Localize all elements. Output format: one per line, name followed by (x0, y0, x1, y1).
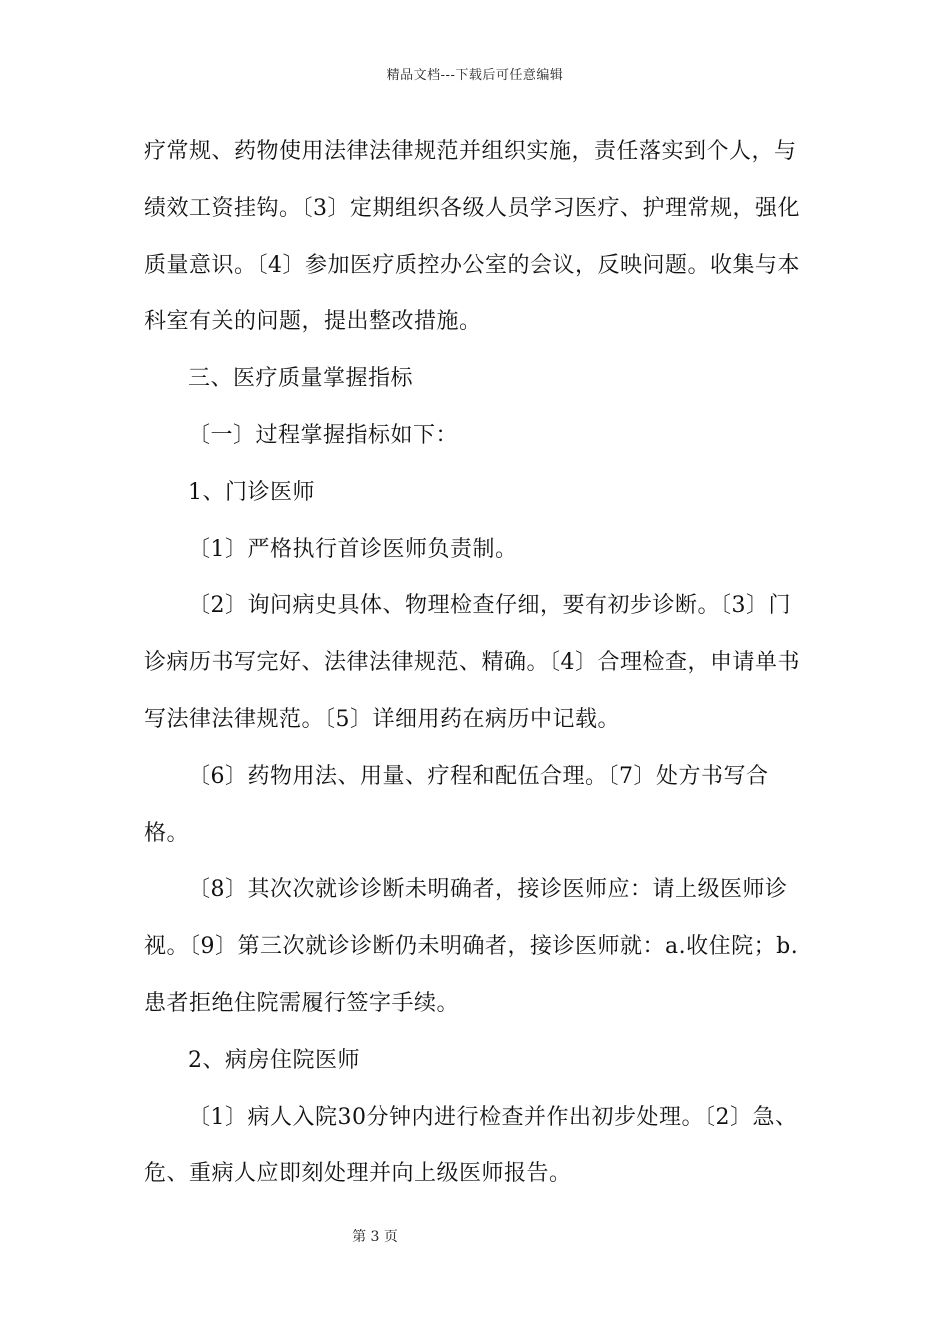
paragraph-outpatient-3: 〔6〕药物用法、用量、疗程和配伍合理。〔7〕处方书写合格。 (144, 763, 769, 846)
document-body (144, 124, 808, 1203)
paragraph-responsibility: 疗常规、药物使用法律法律规范并组织实施，责任落实到个人，与绩效工资挂钩。〔3〕定期组织各级人员学习医疗、护理常规，强化质量意识。〔4〕参加医疗质控办公室的会议，反映问题。收集与本科室有关的问题，提出整改措施。 (144, 139, 800, 335)
paragraph-outpatient-2: 〔2〕询问病史具体、物理检查仔细，要有初步诊断。〔3〕门诊病历书写完好、法律法律规范、精确。〔4〕合理检查，申请单书写法律法律规范。〔5〕详细用药在病历中记载。 (144, 593, 800, 732)
subsection-heading: 〔一〕过程掌握指标如下： (188, 422, 459, 448)
page-number: 第 3 页 (352, 1229, 398, 1245)
section-heading: 三、医疗质量掌握指标 (188, 366, 414, 392)
item-heading-outpatient: 1、门诊医师 (188, 479, 315, 505)
item-heading-ward: 2、病房住院医师 (188, 1047, 360, 1073)
paragraph-ward-1: 〔1〕病人入院30分钟内进行检查并作出初步处理。〔2〕急、危、重病人应即刻处理并向上级医师报告。 (144, 1104, 798, 1187)
paragraph-outpatient-1: 〔1〕严格执行首诊医师负责制。 (188, 536, 518, 562)
page-header: 精品文档---下载后可任意编辑 (386, 68, 564, 83)
paragraph-outpatient-4: 〔8〕其次次就诊诊断未明确者，接诊医师应：请上级医师诊视。〔9〕第三次就诊诊断仍未明确者，接诊医师就：a.收住院；b.患者拒绝住院需履行签字手续。 (144, 877, 799, 1016)
